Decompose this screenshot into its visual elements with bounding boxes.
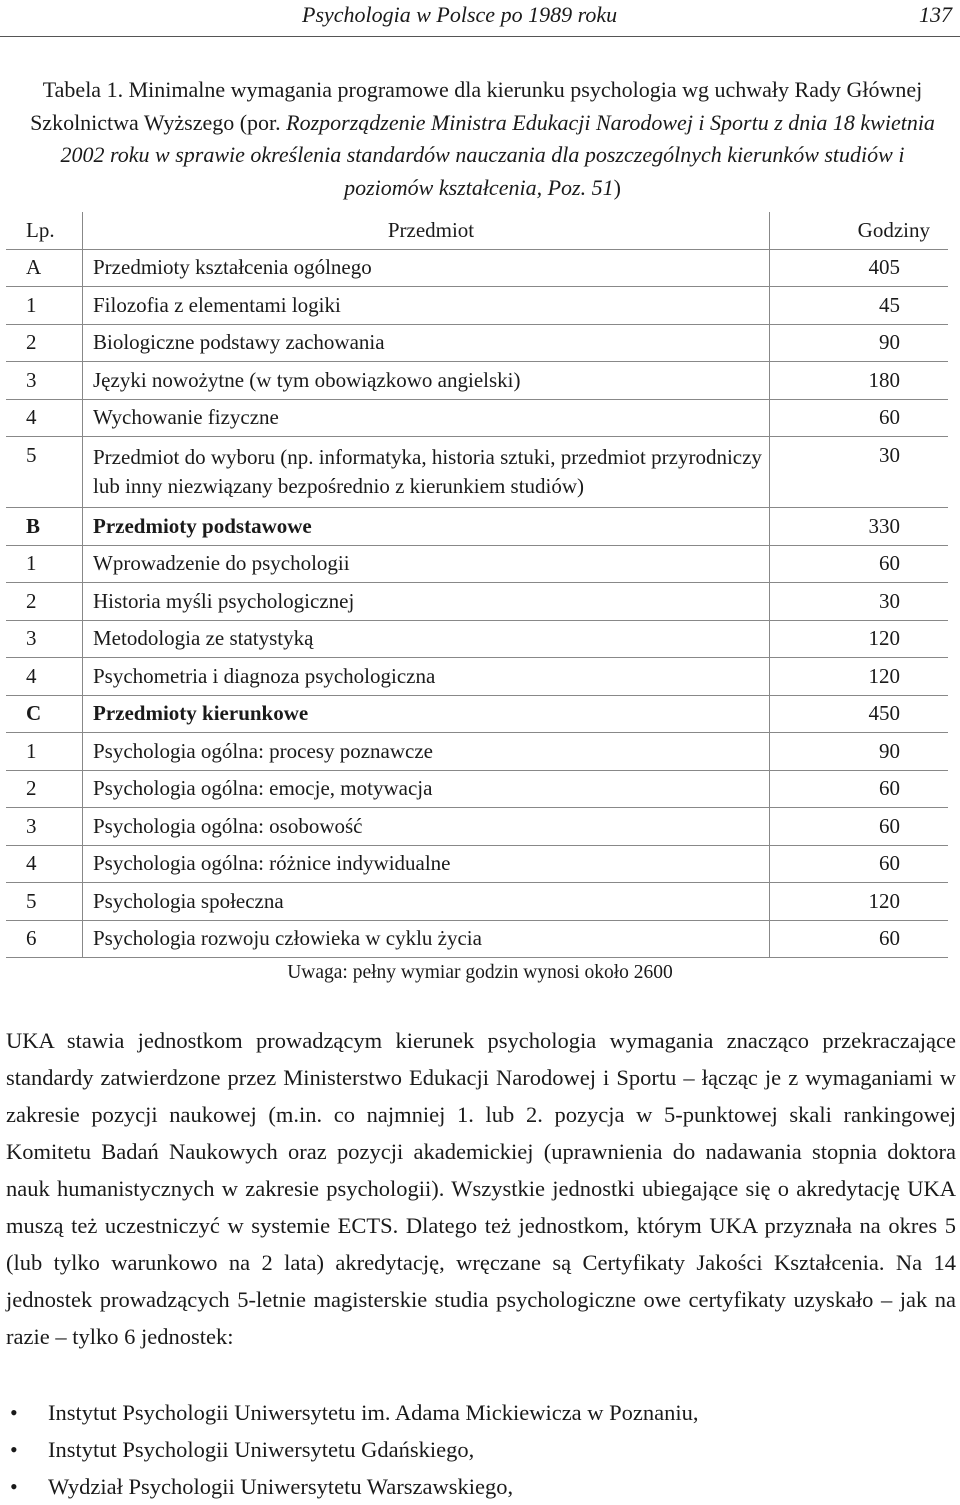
accredited-units-list [6, 1394, 956, 1505]
bullet-icon: • [10, 1400, 18, 1425]
row-hours: 90 [770, 733, 949, 771]
row-subject: Przedmiot do wyboru (np. informatyka, historia sztuki, przedmiot przyrodniczy lub inny niezwiązany bezpośrednio z kierunkiem studiów) [83, 437, 770, 508]
row-subject: Historia myśli psychologicznej [83, 583, 770, 621]
caption-citation: Rozporządzenie Ministra Edukacji Narodowej i Sportu z dnia 18 kwietnia 2002 roku w sprawie określenia standardów nauczania dla poszczególnych kierunków studiów i poziomów kształcenia, Poz. 51 [60, 109, 935, 200]
table-row [6, 845, 948, 883]
list-item [6, 1394, 956, 1431]
row-hours: 60 [770, 808, 949, 846]
row-hours: 60 [770, 399, 949, 437]
row-hours: 90 [770, 324, 949, 362]
row-subject: Psychologia ogólna: różnice indywidualne [83, 845, 770, 883]
row-lp: 2 [6, 770, 83, 808]
bullet-icon: • [10, 1474, 18, 1499]
caption-tail: ) [613, 174, 621, 200]
row-subject: Przedmioty kształcenia ogólnego [83, 249, 770, 287]
row-subject: Przedmioty kierunkowe [83, 695, 770, 733]
header-lp: Lp. [6, 212, 83, 249]
table-row [6, 324, 948, 362]
row-hours: 30 [770, 583, 949, 621]
list-item [6, 1431, 956, 1468]
row-lp: 2 [6, 583, 83, 621]
row-hours: 120 [770, 620, 949, 658]
row-subject: Psychologia ogólna: procesy poznawcze [83, 733, 770, 771]
row-lp: 2 [6, 324, 83, 362]
row-subject: Wychowanie fizyczne [83, 399, 770, 437]
row-subject: Psychologia ogólna: osobowość [83, 808, 770, 846]
row-subject: Metodologia ze statystyką [83, 620, 770, 658]
row-lp: 3 [6, 808, 83, 846]
row-subject: Psychologia ogólna: emocje, motywacja [83, 770, 770, 808]
row-subject: Wprowadzenie do psychologii [83, 545, 770, 583]
bullet-icon: • [10, 1437, 18, 1462]
list-item-text: Instytut Psychologii Uniwersytetu im. Adama Mickiewicza w Poznaniu, [48, 1400, 699, 1425]
table-row [6, 583, 948, 621]
row-hours: 60 [770, 770, 949, 808]
list-item-text: Instytut Psychologii Uniwersytetu Gdańskiego, [48, 1437, 475, 1462]
row-hours: 120 [770, 658, 949, 696]
row-lp: 5 [6, 883, 83, 921]
running-header [0, 0, 960, 37]
row-subject: Psychometria i diagnoza psychologiczna [83, 658, 770, 696]
table-row [6, 362, 948, 400]
table-row [6, 695, 948, 733]
row-hours: 30 [770, 437, 949, 508]
table-row [6, 808, 948, 846]
row-hours: 60 [770, 845, 949, 883]
row-subject: Języki nowożytne (w tym obowiązkowo angielski) [83, 362, 770, 400]
list-item [6, 1468, 956, 1505]
row-subject: Przedmioty podstawowe [83, 508, 770, 546]
header-hours: Godziny [770, 212, 949, 249]
table-row [6, 399, 948, 437]
running-title: Psychologia w Polsce po 1989 roku [302, 2, 618, 27]
row-lp: 3 [6, 362, 83, 400]
row-lp: 6 [6, 920, 83, 958]
table-row [6, 883, 948, 921]
row-hours: 120 [770, 883, 949, 921]
row-subject: Biologiczne podstawy zachowania [83, 324, 770, 362]
row-lp: 4 [6, 399, 83, 437]
row-lp: 1 [6, 287, 83, 325]
table-row [6, 249, 948, 287]
table-row [6, 437, 948, 508]
row-hours: 405 [770, 249, 949, 287]
row-subject: Psychologia społeczna [83, 883, 770, 921]
row-lp: 4 [6, 658, 83, 696]
row-hours: 60 [770, 545, 949, 583]
body-paragraph: UKA stawia jednostkom prowadzącym kierunek psychologia wymagania znacząco przekraczające standardy zatwierdzone przez Ministerstwo Edukacji Narodowej i Sportu – łącząc je z wymaganiami w zakresie pozycji naukowej (m.in. co najmniej 1. lub 2. pozycja w 5-punktowej skali rankingowej Komitetu Badań Naukowych oraz pozycji akademickiej (uprawnienia do nadawania stopnia doktora nauk humanistycznych w zakresie psychologii). Wszystkie jednostki ubiegające się o akredytację UKA muszą też uczestniczyć w systemie ECTS. Dlatego też jednostkom, którym UKA przyznała na okres 5 (lub tylko warunkowo na 2 lata) akredytację, wręczane są Certyfikaty Jakości Kształcenia. Na 14 jednostek prowadzących 5-letnie magisterskie studia psychologiczne owe certyfikaty uzyskało – jak na razie – tylko 6 jednostek: [6, 1028, 956, 1349]
table-caption [30, 74, 935, 204]
row-lp: 1 [6, 733, 83, 771]
table-header-row [6, 212, 948, 249]
row-hours: 180 [770, 362, 949, 400]
row-lp: C [6, 695, 83, 733]
row-hours: 450 [770, 695, 949, 733]
row-lp: A [6, 249, 83, 287]
row-hours: 45 [770, 287, 949, 325]
row-lp: B [6, 508, 83, 546]
table-row [6, 545, 948, 583]
page-number: 137 [919, 2, 952, 27]
row-lp: 5 [6, 437, 83, 508]
table-row [6, 658, 948, 696]
row-lp: 3 [6, 620, 83, 658]
row-hours: 330 [770, 508, 949, 546]
table-row [6, 287, 948, 325]
table-row [6, 770, 948, 808]
table-row [6, 620, 948, 658]
row-hours: 60 [770, 920, 949, 958]
table-row [6, 508, 948, 546]
requirements-table [6, 212, 948, 958]
header-subject: Przedmiot [83, 212, 770, 249]
list-item-text: Wydział Psychologii Uniwersytetu Warszawskiego, [48, 1474, 514, 1499]
table-note: Uwaga: pełny wymiar godzin wynosi około 2600 [287, 962, 673, 983]
caption-lead: Tabela 1. Minimalne wymagania programowe dla kierunku psychologia wg uchwały Rady Głównej Szkolnictwa Wyższego (por. [30, 77, 923, 135]
row-subject: Psychologia rozwoju człowieka w cyklu życia [83, 920, 770, 958]
row-lp: 4 [6, 845, 83, 883]
table-row [6, 920, 948, 958]
row-lp: 1 [6, 545, 83, 583]
row-subject: Filozofia z elementami logiki [83, 287, 770, 325]
table-row [6, 733, 948, 771]
